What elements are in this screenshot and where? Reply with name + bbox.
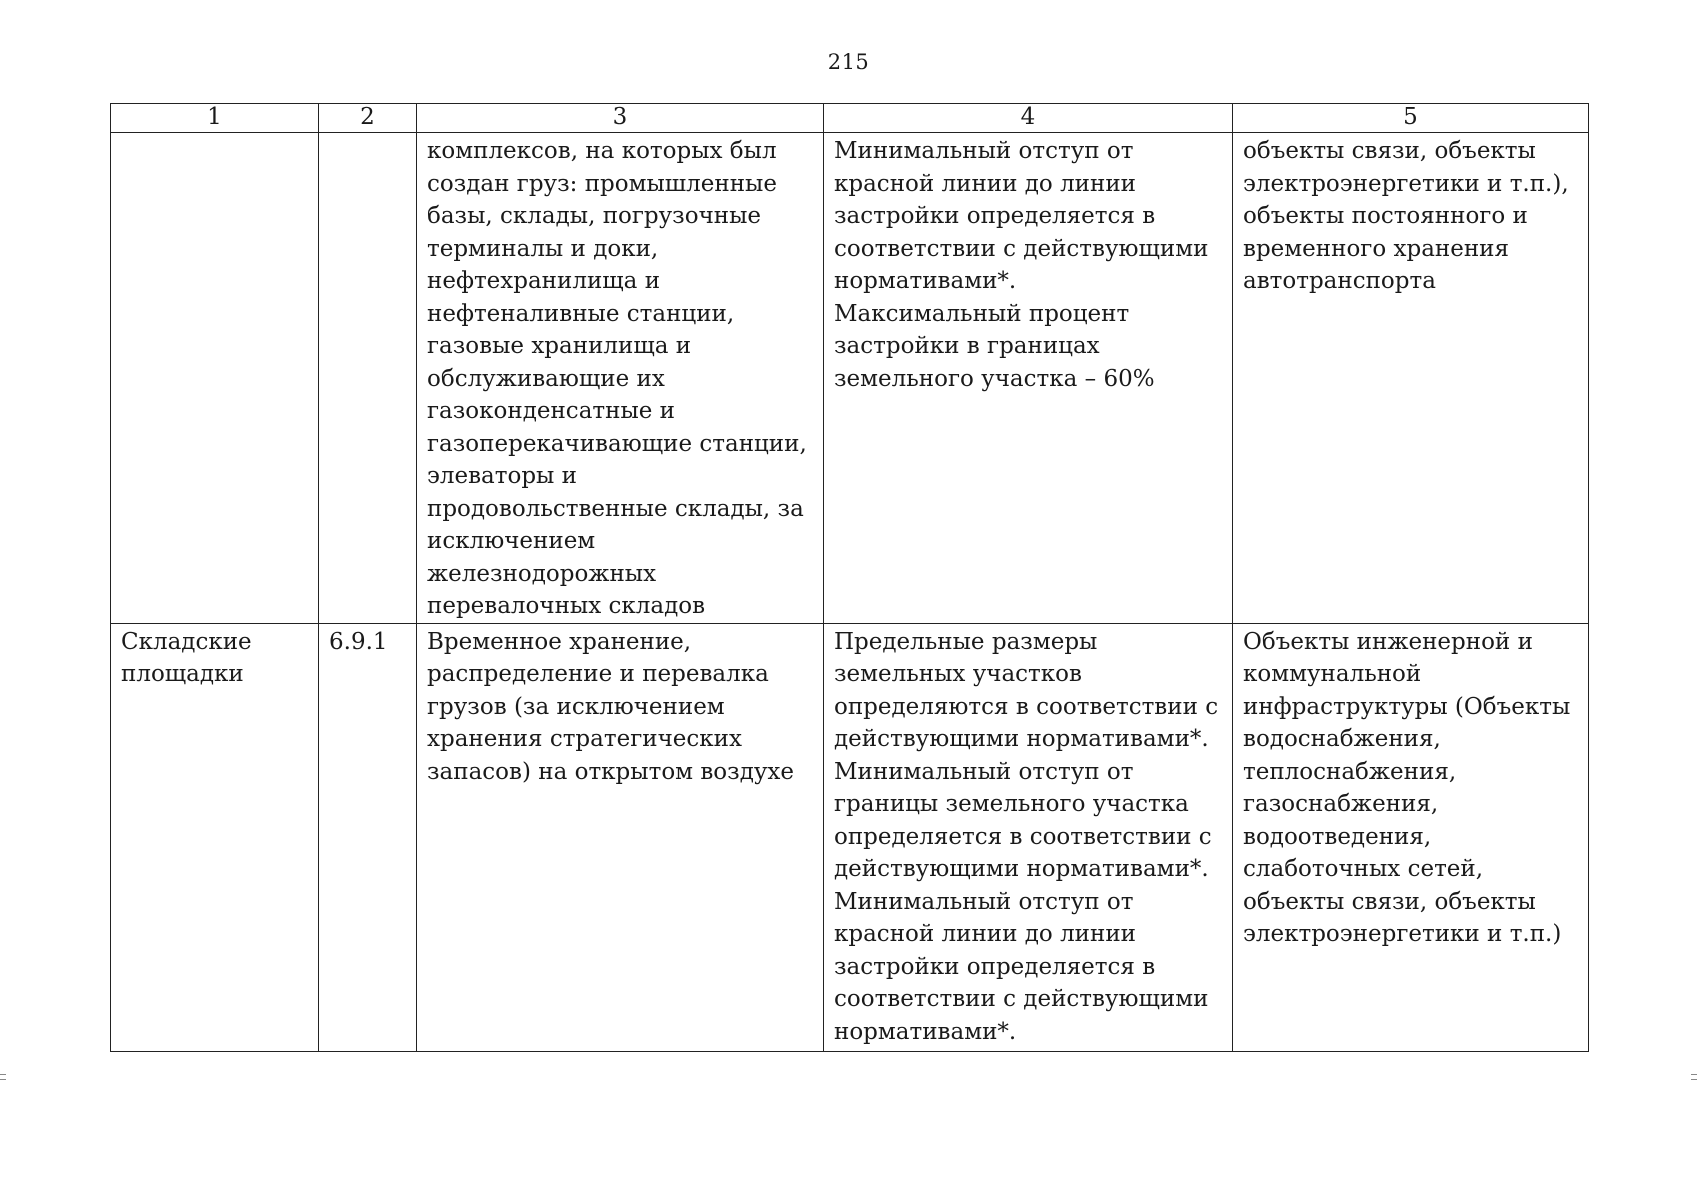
cell-parameters: Предельные размеры земельных участков определяются в соответствии с действующими нормативами*. Минимальный отступ от границы земельного участка определяется в соответствии с действующими нормативами*. Минимальный отступ от красной линии до линии застройки определяется в соответствии с действующими нормативами*. bbox=[824, 623, 1233, 1051]
column-header-3: 3 bbox=[417, 104, 824, 133]
table-header-row bbox=[111, 104, 1589, 133]
cell-auxiliary-uses: объекты связи, объекты электроэнергетики и т.п.), объекты постоянного и временного хранения автотранспорта bbox=[1233, 133, 1589, 624]
column-header-5: 5 bbox=[1233, 104, 1589, 133]
cell-use-code: 6.9.1 bbox=[319, 623, 417, 1051]
cell-use-description: Временное хранение, распределение и перевалка грузов (за исключением хранения стратегических запасов) на открытом воздухе bbox=[417, 623, 824, 1051]
cell-use-name bbox=[111, 133, 319, 624]
cell-use-code bbox=[319, 133, 417, 624]
table-row bbox=[111, 623, 1589, 1051]
column-header-2: 2 bbox=[319, 104, 417, 133]
column-header-4: 4 bbox=[824, 104, 1233, 133]
cell-use-name: Складские площадки bbox=[111, 623, 319, 1051]
table-row bbox=[111, 133, 1589, 624]
land-use-table bbox=[110, 103, 1589, 1052]
column-header-1: 1 bbox=[111, 104, 319, 133]
page-number: 215 bbox=[827, 50, 870, 74]
scan-edge-mark-right bbox=[1691, 1074, 1697, 1080]
cell-auxiliary-uses: Объекты инженерной и коммунальной инфраструктуры (Объекты водоснабжения, теплоснабжения, газоснабжения, водоотведения, слаботочных сетей, объекты связи, объекты электроэнергетики и т.п.) bbox=[1233, 623, 1589, 1051]
scan-edge-mark-left bbox=[0, 1074, 6, 1080]
cell-parameters: Минимальный отступ от красной линии до линии застройки определяется в соответствии с действующими нормативами*. Максимальный процент застройки в границах земельного участка – 60% bbox=[824, 133, 1233, 624]
cell-use-description: комплексов, на которых был создан груз: промышленные базы, склады, погрузочные терминалы и доки, нефтехранилища и нефтеналивные станции, газовые хранилища и обслуживающие их газоконденсатные и газоперекачивающие станции, элеваторы и продовольственные склады, за исключением железнодорожных перевалочных складов bbox=[417, 133, 824, 624]
